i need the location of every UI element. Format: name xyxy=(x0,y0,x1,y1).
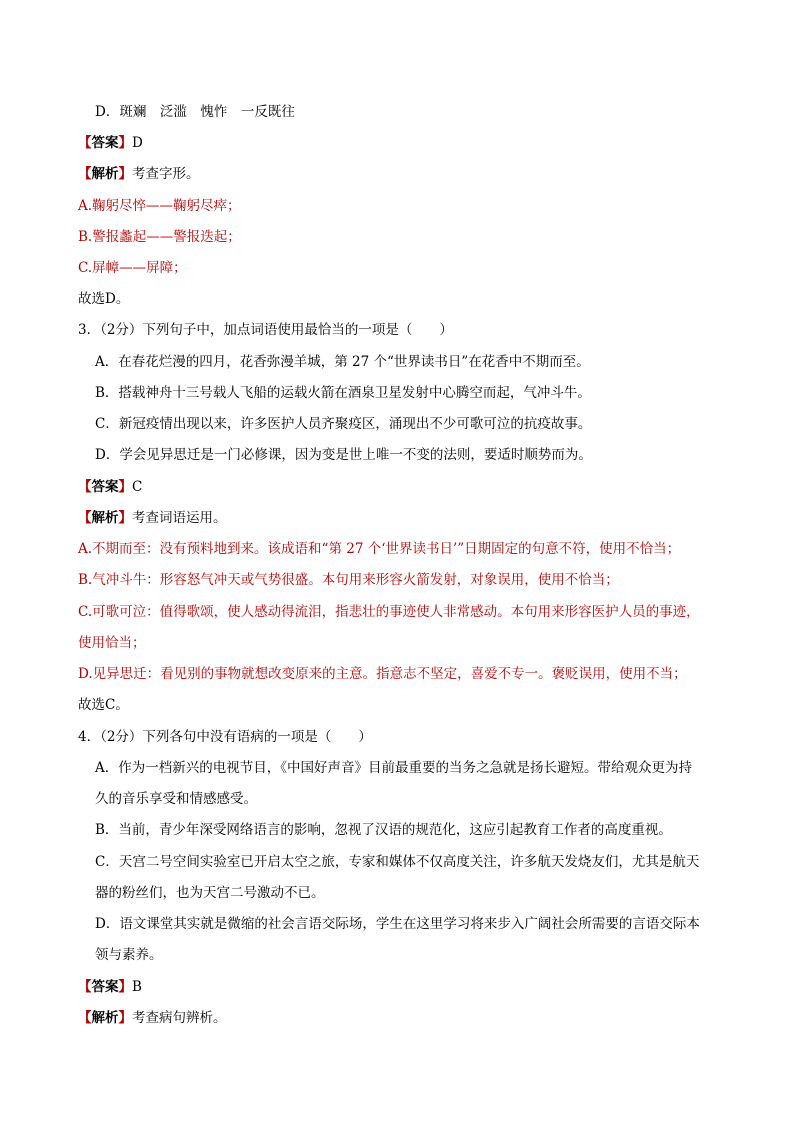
question-4-option-d: D．语文课堂其实就是微缩的社会言语交际场，学生在这里学习将来步入广阔社会所需要的言语交际本 xyxy=(95,916,700,932)
answer-line-q3 xyxy=(78,477,142,497)
question-4-option-c-cont: 器的粉丝们，也为天宫二号激动不已。 xyxy=(95,885,325,901)
note-q3-a: A.不期而至：没有预料地到来。该成语和“第 27 个‘世界读书日’”日期固定的句意不符，使用不恰当； xyxy=(78,541,681,557)
question-4-option-b: B．当前，青少年深受网络语言的影响，忽视了汉语的规范化，这应引起教育工作者的高度重视。 xyxy=(95,822,672,838)
note-q3-c-cont: 使用恰当； xyxy=(78,635,146,651)
question-3-option-c: C．新冠疫情出现以来，许多医护人员齐聚疫区，涌现出不少可歌可泣的抗疫故事。 xyxy=(95,416,592,432)
analysis-intro: 考查字形。 xyxy=(132,166,200,182)
answer-label: 【答案】 xyxy=(78,979,132,995)
answer-value: D xyxy=(132,135,143,151)
question-3-option-b: B．搭载神舟十三号载人飞船的运载火箭在酒泉卫星发射中心腾空而起，气冲斗牛。 xyxy=(95,385,591,401)
answer-value: C xyxy=(132,479,143,495)
question-4-stem: 4．（2分）下列各句中没有语病的一项是（ ） xyxy=(78,729,372,745)
note-q3-d: D.见异思迁：看见别的事物就想改变原来的主意。指意志不坚定，喜爱不专一。褒贬误用，使用不当； xyxy=(78,666,687,682)
question-4-option-a-cont: 久的音乐享受和情感感受。 xyxy=(95,791,257,807)
question-4-option-c: C．天宫二号空间实验室已开启太空之旅，专家和媒体不仅高度关注，许多航天发烧友们，尤其是航天 xyxy=(95,854,700,870)
answer-label: 【答案】 xyxy=(78,479,132,495)
analysis-line-q4 xyxy=(78,1008,227,1028)
analysis-label: 【解析】 xyxy=(78,510,132,526)
answer-label: 【答案】 xyxy=(78,135,132,151)
note-q3-c: C.可歌可泣：值得歌颂，使人感动得流泪，指悲壮的事迹使人非常感动。本句用来形容医护人员的事迹， xyxy=(78,604,700,620)
conclusion-q3: 故选C。 xyxy=(78,697,129,713)
answer-line-q4 xyxy=(78,977,142,997)
question-4-option-a: A．作为一档新兴的电视节目，《中国好声音》目前最重要的当务之急就是扬长避短。带给观众更为持 xyxy=(95,760,692,776)
analysis-intro: 考查病句辨析。 xyxy=(132,1010,227,1026)
analysis-label: 【解析】 xyxy=(78,166,132,182)
analysis-line-q2 xyxy=(78,164,200,184)
answer-value: B xyxy=(132,979,142,995)
analysis-line-q3 xyxy=(78,508,227,528)
answer-line-q2 xyxy=(78,133,143,153)
question-3-option-a: A．在春花烂漫的四月，花香弥漫羊城，第 27 个“世界读书日”在花香中不期而至。 xyxy=(95,354,590,370)
note-q2-c: C.屏幛——屏障； xyxy=(78,260,187,276)
note-q3-b: B.气冲斗牛：形容怒气冲天或气势很盛。本句用来形容火箭发射，对象误用，使用不恰当； xyxy=(78,572,619,588)
question-3-option-d: D．学会见异思迁是一门必修课，因为变是世上唯一不变的法则，要适时顺势而为。 xyxy=(95,447,592,463)
option-d-previous: D．斑斓 泛滥 愧怍 一反既往 xyxy=(95,104,295,120)
question-4-option-d-cont: 领与素养。 xyxy=(95,947,163,963)
analysis-label: 【解析】 xyxy=(78,1010,132,1026)
note-q2-b: B.警报蠡起——警报迭起； xyxy=(78,229,241,245)
question-3-stem: 3．（2分）下列句子中，加点词语使用最恰当的一项是（ ） xyxy=(78,322,453,338)
conclusion-q2: 故选D。 xyxy=(78,291,130,307)
analysis-intro: 考查词语运用。 xyxy=(132,510,227,526)
note-q2-a: A.鞠躬尽悴——鞠躬尽瘁； xyxy=(78,198,241,214)
